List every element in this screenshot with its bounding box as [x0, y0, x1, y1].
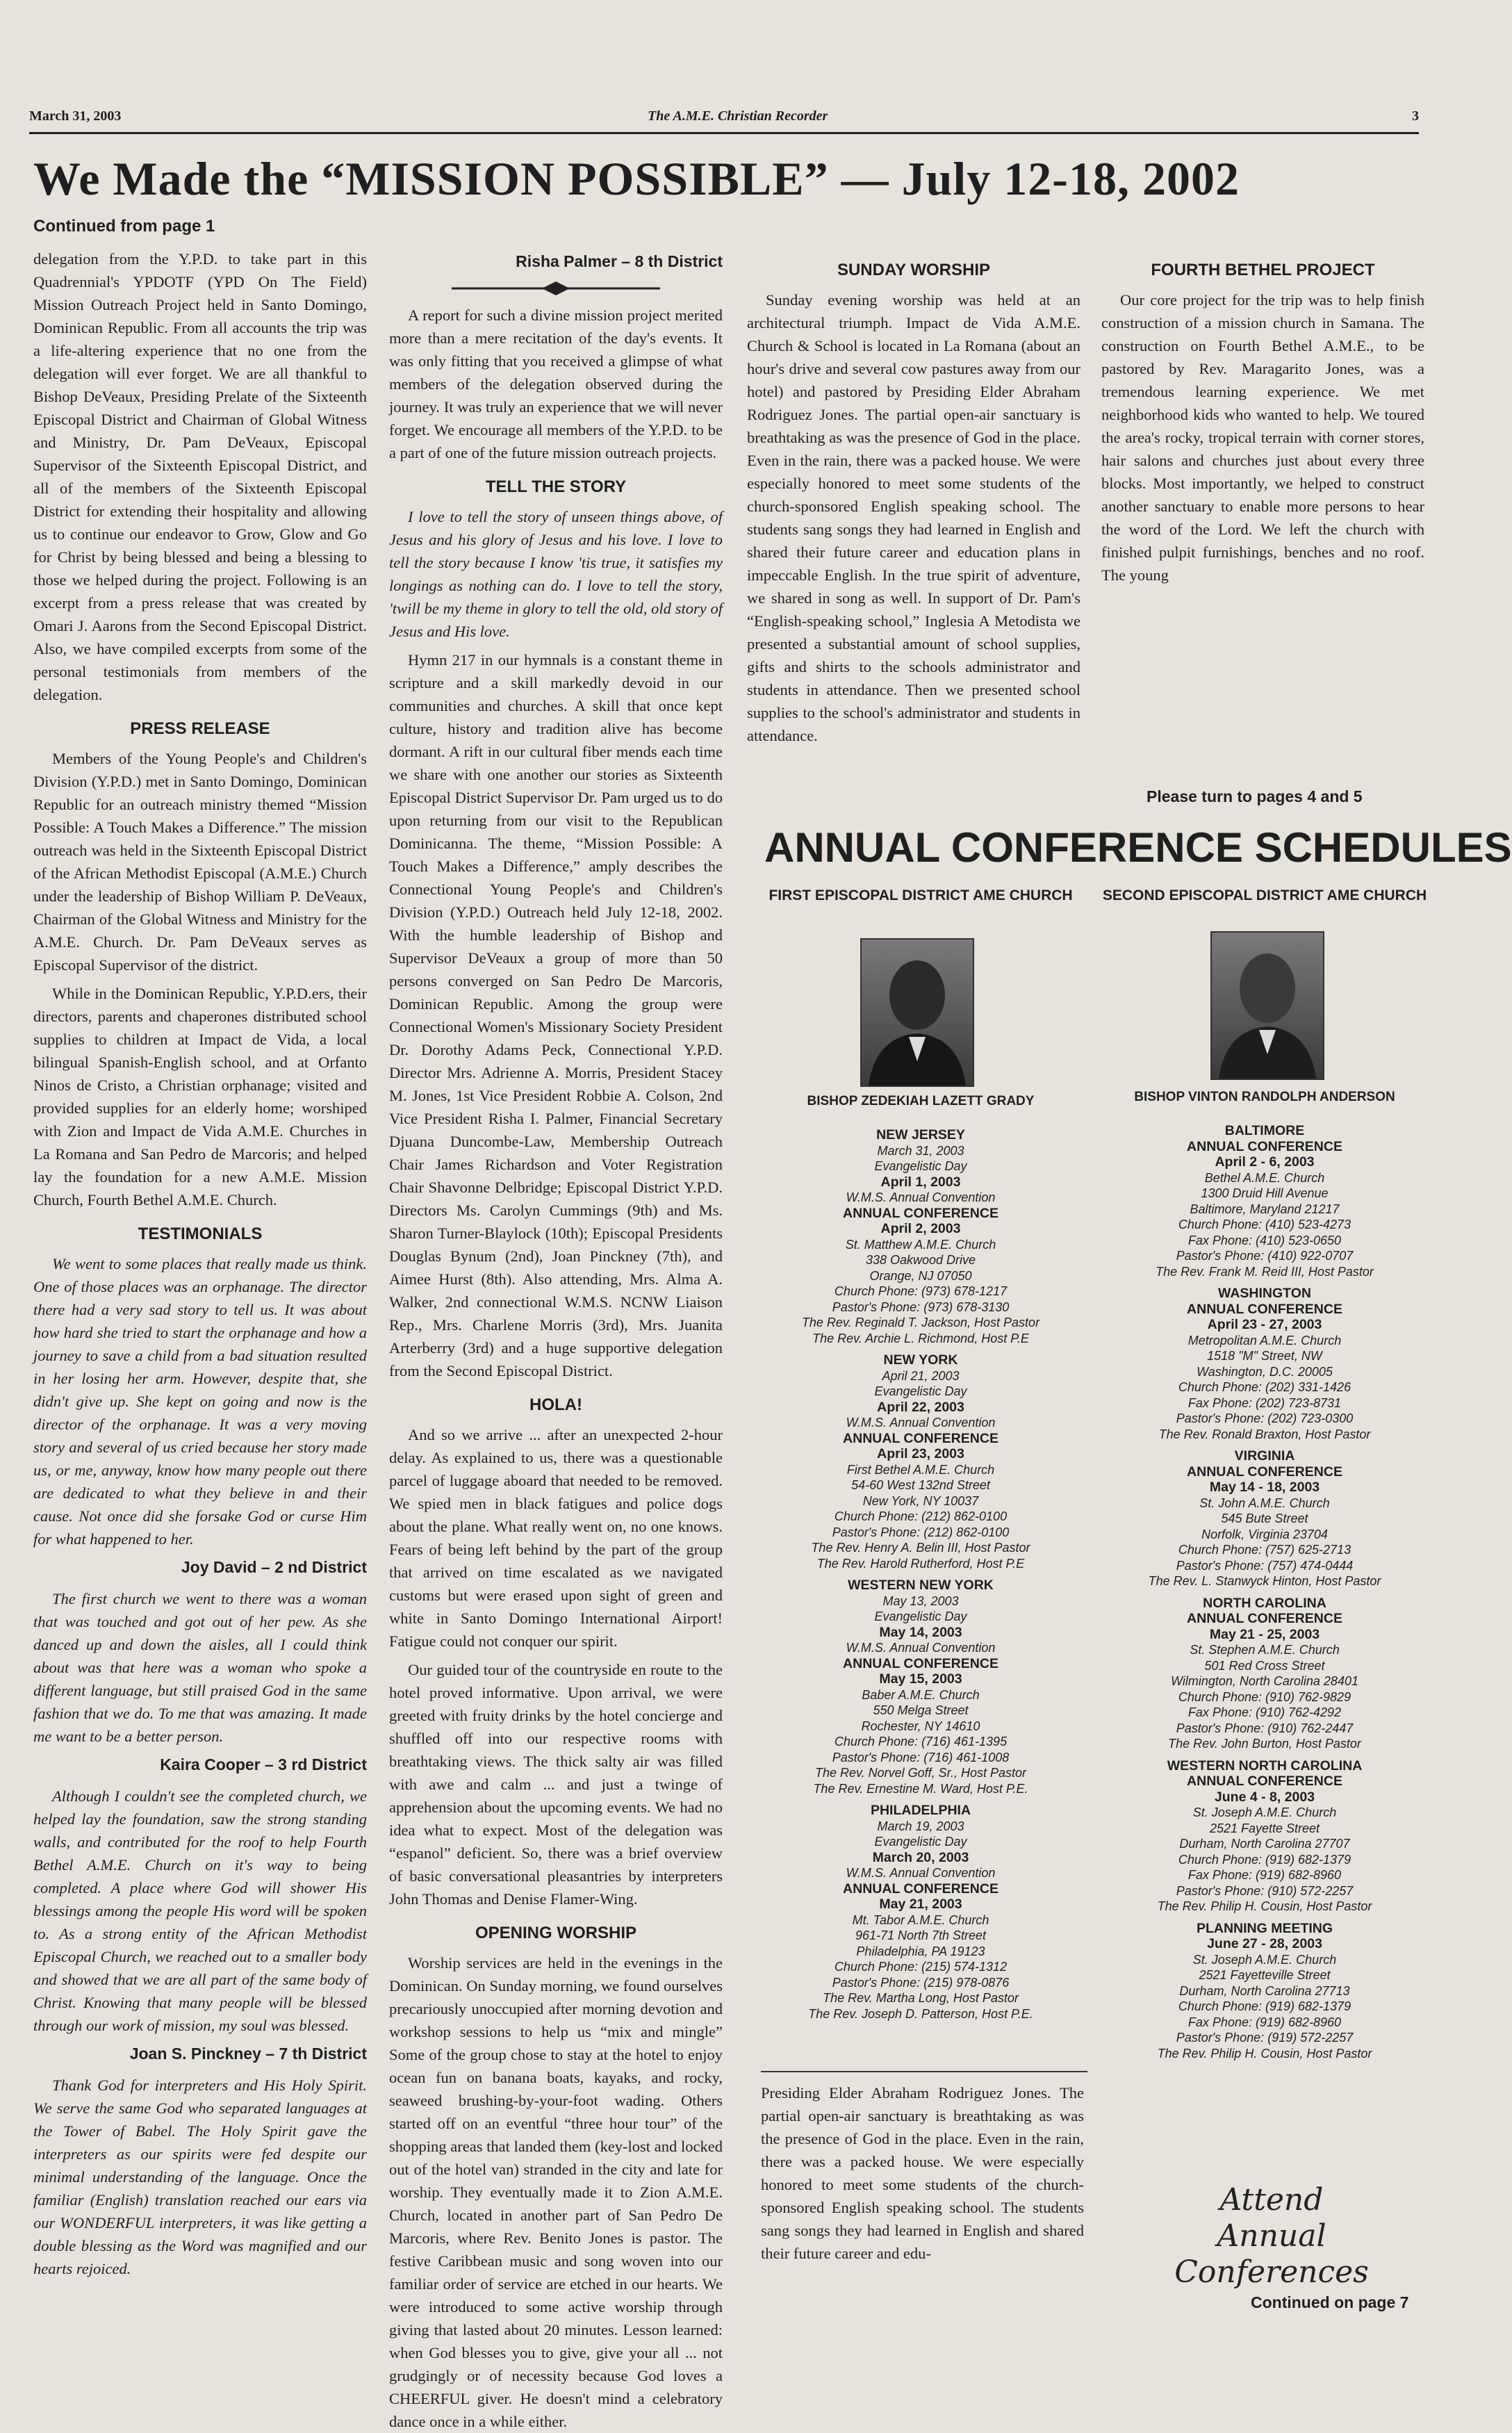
sunday-worship-continued: Presiding Elder Abraham Rodriguez Jones. The partial open-air sanctuary is breathtaking as was the presence of God in the place. Even in the rain, there was a packed house. We were especially honored to meet some students of the church-sponsored English speaking school. The students sang songs they had learned in English and shared their future career and edu- [761, 2084, 1084, 2262]
schedule-heading: ANNUAL CONFERENCE [843, 1205, 999, 1221]
schedule-line: 501 Red Cross Street [1204, 1658, 1325, 1673]
schedule-heading: PLANNING MEETING [1196, 1920, 1333, 1936]
schedule-heading: WESTERN NORTH CAROLINA [1167, 1758, 1363, 1773]
schedule-heading: April 1, 2003 [880, 1174, 961, 1190]
schedule-heading: May 21, 2003 [879, 1897, 962, 1912]
schedule-line: St. Matthew A.M.E. Church [845, 1237, 996, 1252]
continued-from: Continued from page 1 [33, 217, 215, 236]
schedule-heading: April 2 - 6, 2003 [1215, 1154, 1315, 1170]
schedule-line: Pastor's Phone: (716) 461-1008 [832, 1750, 1010, 1764]
schedule-line: W.M.S. Annual Convention [846, 1416, 996, 1430]
schedule-heading: VIRGINIA [1234, 1448, 1295, 1464]
schedule-gap [1098, 1752, 1431, 1758]
schedule-heading: NORTH CAROLINA [1203, 1595, 1326, 1611]
schedule-gap [754, 1571, 1087, 1578]
schedule-line: The Rev. Joseph D. Patterson, Host P.E. [808, 2006, 1033, 2021]
schedule-line: Fax Phone: (202) 723-8731 [1188, 1395, 1342, 1410]
schedule-line: The Rev. Norvel Goff, Sr., Host Pastor [814, 1766, 1027, 1780]
testimonial-text: The first church we went to there was a woman that was touched and got out of her pew. As she danced up and down the aisles, all I could think about was that here was a woman who spoke a different language, but still praised God in the same fashion that we do. To me that was amazing. It made me want to be a better person. [33, 1590, 367, 1745]
schedule-line: Pastor's Phone: (410) 922-0707 [1176, 1249, 1354, 1263]
schedule-line: The Rev. Archie L. Richmond, Host P.E [812, 1331, 1029, 1345]
attend-text: Attend [1219, 2182, 1324, 2218]
hymn-quote: I love to tell the story of unseen things above, of Jesus and his glory of Jesus and his love. I love to tell the story because I know 'tis true, it satisfies my longings as nothing can do. I love to tell the story, 'twill be my theme in glory to tell the old, old story of Jesus and His love. [389, 508, 723, 640]
press-release-paragraph: While in the Dominican Republic, Y.P.D.ers, their directors, parents and chaperones distributed school supplies to children at Impact de Vida, a local bilingual Spanish-English school, and at Orfanto Ninos de Cristo, a Christian orphanage; visited and provided supplies for an elderly home; worshiped with Zion and Impact de Vida A.M.E. Churches in La Romana and San Pedro de Marcoris; and helped lay the foundation for a new A.M.E. Mission Church, Fourth Bethel A.M.E. Church. [33, 985, 367, 1209]
schedule-line: The Rev. John Burton, Host Pastor [1168, 1737, 1361, 1751]
article-column-4 [1101, 247, 1424, 812]
schedule-line: May 13, 2003 [882, 1594, 959, 1608]
page-number: 3 [1412, 108, 1419, 124]
schedule-heading: ANNUAL CONFERENCE [1187, 1773, 1342, 1789]
schedule-line: Church Phone: (202) 331-1426 [1178, 1380, 1351, 1394]
schedule-line: Evangelistic Day [874, 1159, 967, 1173]
schedule-line: Fax Phone: (919) 682-8960 [1188, 1868, 1342, 1882]
schedule-line: Durham, North Carolina 27713 [1179, 1983, 1350, 1998]
schedule-heading: June 4 - 8, 2003 [1214, 1789, 1315, 1805]
schedule-line: The Rev. Frank M. Reid III, Host Pastor [1156, 1264, 1374, 1279]
testimonial-text: Although I couldn't see the completed church, we helped lay the foundation, saw the strong standing walls, and contributed for the roof to help Fourth Bethel A.M.E. Church on it's way to being completed. A place where God will shower His blessings among the people His word will be spoken to. As a strong entity of the African Methodist Episcopal Church, we reached out to a smaller body and showed that we are all part of the same body of Christ. Knowing that many people will be blessed through our work of mission, my soul was blessed. [33, 1787, 367, 2034]
testimonials-heading: TESTIMONIALS [138, 1224, 263, 1243]
schedule-heading: WESTERN NEW YORK [848, 1578, 994, 1593]
schedule-line: Fax Phone: (919) 682-8960 [1188, 2015, 1342, 2029]
first-district-bishop: BISHOP ZEDEKIAH LAZETT GRADY [807, 1094, 1035, 1108]
schedule-line: 338 Oakwood Drive [865, 1253, 976, 1267]
schedule-line: Evangelistic Day [874, 1609, 967, 1623]
schedule-line: W.M.S. Annual Convention [846, 1641, 996, 1655]
schedule-line: St. Joseph A.M.E. Church [1192, 1952, 1337, 1967]
report-paragraph: A report for such a divine mission project merited more than a mere recitation of the day's events. It was only fitting that you received a glimpse of what members of the delegation observed during the journey. It was truly an experience that we will never forget. We encourage all members of the Y.P.D. to be a part of one of the future mission outreach projects. [389, 306, 723, 461]
schedule-line: Pastor's Phone: (910) 762-2447 [1176, 1721, 1354, 1735]
schedule-line: 2521 Fayetteville Street [1199, 1968, 1331, 1982]
testimonial-text: Thank God for interpreters and His Holy Spirit. We serve the same God who separated languages at the Tower of Babel. The Holy Spirit gave the interpreters as our spirits were fed despite our minimal understanding of the language. Once the familiar (English) translation reached our ears via our WONDERFUL interpreters, it was like getting a double blessing as the Word was magnified and our hearts rejoiced. [33, 2076, 367, 2277]
schedule-heading: NEW YORK [883, 1352, 958, 1368]
schedule-line: The Rev. Philip H. Cousin, Host Pastor [1157, 1899, 1372, 1913]
schedules-title: ANNUAL CONFERENCE SCHEDULES [764, 824, 1512, 871]
schedule-line: The Rev. Henry A. Belin III, Host Pastor [811, 1541, 1030, 1555]
fourth-bethel-heading: FOURTH BETHEL PROJECT [1151, 261, 1375, 279]
sunday-worship-heading: SUNDAY WORSHIP [837, 261, 991, 279]
schedule-heading: May 14 - 18, 2003 [1209, 1480, 1320, 1495]
testimonial-text: We went to some places that really made us think. One of those places was an orphanage. The director there had a very sad story to tell us. It was about how hard she tried to start the orphanage and how a journey to save a child from a bad situation resulted in her losing her arm. However, despite that, she didn't give up. She kept on going and now is the director of the orphanage. It was a very moving story and several of us cried because her story made us, or me, anyway, know how many people out there are dedicated to what they believe in and their cause. Not once did she forsake God or curse Him for what happened to her. [33, 1255, 367, 1548]
schedule-line: 54-60 West 132nd Street [851, 1478, 990, 1492]
issue-date: March 31, 2003 [29, 108, 122, 124]
schedule-heading: BALTIMORE [1224, 1123, 1305, 1138]
schedule-heading: ANNUAL CONFERENCE [843, 1881, 999, 1897]
schedule-heading: WASHINGTON [1218, 1286, 1311, 1301]
sunday-worship-paragraph: Sunday evening worship was held at an architectural triumph. Impact de Vida A.M.E. Church & School is located in La Romana (about an hour's drive and several cow pastures away from our hotel) and pastored by Presiding Elder Abraham Rodriguez Jones. The partial open-air sanctuary is breathtaking as was the presence of God in the place. Even in the rain, there was a packed house. We were especially honored to meet some students of the church-sponsored English speaking school. The students sang songs they had learned in English and shared their future career and education plans in impeccable English. In the true spirit of adventure, we shared in song as well. In support of Dr. Pam's “English-speaking school,” Inglesia A Metodista we presented a substantial amount of school supplies, gifts and shirts to the schools administrator and students in attendance. Then we presented school supplies to the school's administrator and students in attendance. [747, 291, 1080, 744]
schedule-line: The Rev. Harold Rutherford, Host P.E [816, 1556, 1025, 1571]
schedule-line: Mt. Tabor A.M.E. Church [852, 1912, 989, 1927]
schedule-heading: May 14, 2003 [879, 1624, 962, 1640]
schedule-line: Fax Phone: (410) 523-0650 [1188, 1233, 1342, 1247]
attend-conferences-logo [1119, 2182, 1424, 2291]
schedule-line: Church Phone: (757) 625-2713 [1178, 1543, 1351, 1557]
schedule-line: Church Phone: (410) 523-4273 [1178, 1218, 1351, 1231]
opening-worship-heading: OPENING WORSHIP [475, 1924, 637, 1942]
schedule-line: First Bethel A.M.E. Church [846, 1462, 995, 1477]
testimonial-signature: Kaira Cooper – 3 rd District [160, 1755, 367, 1773]
schedule-line: St. Stephen A.M.E. Church [1190, 1643, 1340, 1657]
schedule-line: 1300 Druid Hill Avenue [1201, 1186, 1329, 1200]
portrait-icon [862, 940, 973, 1086]
schedule-line: Wilmington, North Carolina 28401 [1171, 1674, 1358, 1688]
schedule-gap [1098, 1442, 1431, 1448]
tell-the-story-heading: TELL THE STORY [485, 477, 627, 496]
page-header [29, 104, 1419, 134]
schedule-line: 2521 Fayette Street [1209, 1821, 1320, 1835]
schedule-line: Pastor's Phone: (215) 978-0876 [832, 1975, 1010, 1990]
schedule-line: Church Phone: (215) 574-1312 [834, 1960, 1008, 1974]
schedule-line: The Rev. Ronald Braxton, Host Pastor [1158, 1427, 1371, 1441]
article-column-2 [389, 247, 723, 2430]
tell-the-story-paragraph: Hymn 217 in our hymnals is a constant theme in scripture and a skill markedly devoid in our communities and churches. A skill that once kept culture, history and tradition alive has become dormant. A rift in our cultural fiber mends each time we share with one another our stories as Sixteenth Episcopal District Supervisor Dr. Pam urged us to do upon returning from our visit to the Republican Dominicanna. The theme, “Mission Possible: A Touch Makes a Difference,” amply describes the Connectional Young People's and Children's Division (Y.P.D.) Outreach held July 12-18, 2002. With the humble leadership of Bishop and Supervisor DeVeaux a group of more than 50 persons converged on San Pedro De Marcoris, Dominican Republic. Among the group were Connectional Women's Missionary Society President Dr. Dorothy Adams Peck, Connectional Y.P.D. Director Mrs. Adrienne A. Morris, President Stacey M. Jones, 1st Vice President Robbie A. Colson, 2nd Vice President Risha I. Palmer, Financial Secretary Djuana Duncombe-Law, Membership Outreach Chair James Richardson and Voter Registration Chair Shavonne Delbridge; Episcopal District Y.P.D. Directors Ms. Carolyn Cummings (9th) and Ms. Sharon Turner-Blaylock (10th); Episcopal Presidents Douglas Bynum (2nd), Joan Pinckney (7th), and Aimee Hurst (8th). Also attending, Mrs. Alma A. Walker, 2nd connectional W.M.S. NCNW Liaison Rep., Mrs. Charlene Morris (3rd), Mrs. Juanita Arterberry (3rd) and a huge supportive delegation from the Second Episcopal District. [389, 651, 723, 1379]
intro-paragraph: delegation from the Y.P.D. to take part in this Quadrennial's YPDOTF (YPD On The Field) Mission Outreach Project held in Santo Domingo, Dominican Republic. From all accounts the trip was a life-altering experience that no one from the delegation will ever forget. We are all thankful to Bishop DeVeaux, Presiding Prelate of the Sixteenth Episcopal District and Chairman of Global Witness and Ministry, Dr. Pam DeVeaux, Episcopal Supervisor of the Sixteenth Episcopal District, and all of the members of the Sixteenth Episcopal District for extending their hospitality and allowing us to continue our endeavor to Grow, Glow and Go for Christ by being blessed and being a blessing to those we helped during the project. Following is an excerpt from a press release that was created by Omari J. Aarons from the Second Episcopal District. Also, we have compiled excerpts from some of the personal testimonials from members of the delegation. [33, 250, 367, 703]
article-column-3-bottom [761, 2081, 1084, 2328]
schedule-line: New York, NY 10037 [862, 1493, 979, 1508]
continued-on: Continued on page 7 [1251, 2293, 1409, 2311]
schedule-line: Church Phone: (919) 682-1379 [1178, 1999, 1351, 2013]
schedule-line: March 31, 2003 [877, 1143, 964, 1158]
schedule-heading: April 22, 2003 [877, 1399, 964, 1415]
schedule-line: Pastor's Phone: (202) 723-0300 [1176, 1411, 1354, 1425]
schedule-line: Fax Phone: (910) 762-4292 [1188, 1705, 1342, 1719]
schedule-line: The Rev. Martha Long, Host Pastor [823, 1991, 1019, 2005]
schedule-gap [754, 1796, 1087, 1803]
schedule-heading: May 15, 2003 [879, 1671, 962, 1687]
portrait-icon [1212, 933, 1323, 1079]
schedule-heading: ANNUAL CONFERENCE [1187, 1301, 1342, 1317]
schedule-line: St. Joseph A.M.E. Church [1192, 1805, 1337, 1819]
schedule-gap [1098, 1915, 1431, 1921]
press-release-paragraph: Members of the Young People's and Children's Division (Y.P.D.) met in Santo Domingo, Dominican Republic for an outreach ministry themed “Mission Possible: A Touch Makes a Difference.” The mission outreach was held in the Sixteenth Episcopal District of the African Methodist Episcopal (A.M.E.) Church under the leadership of Bishop William P. DeVeaux, Chairman of the Global Witness and Ministry for the A.M.E. Church. Dr. Pam DeVeaux serves as Episcopal Supervisor of the district. [33, 750, 367, 974]
schedule-line: W.M.S. Annual Convention [846, 1866, 996, 1880]
schedule-line: The Rev. L. Stanwyck Hinton, Host Pastor [1148, 1574, 1381, 1588]
schedule-line: Church Phone: (910) 762-9829 [1178, 1689, 1351, 1704]
schedule-heading: April 23, 2003 [877, 1446, 964, 1461]
second-district-schedule [1098, 1123, 1431, 2138]
schedule-line: Philadelphia, PA 19123 [856, 1944, 985, 1958]
schedule-gap [1098, 1589, 1431, 1596]
schedule-line: Church Phone: (716) 461-1395 [834, 1735, 1008, 1748]
schedule-heading: ANNUAL CONFERENCE [843, 1430, 999, 1446]
divider-ornament-icon [452, 281, 660, 295]
testimonial-signature: Risha Palmer – 8 th District [516, 252, 723, 270]
schedule-heading: April 2, 2003 [880, 1221, 961, 1236]
schedule-line: Church Phone: (212) 862-0100 [834, 1509, 1008, 1523]
bishop-grady-photo [860, 938, 974, 1087]
schedule-line: Pastor's Phone: (212) 862-0100 [832, 1525, 1010, 1539]
schedule-heading: March 20, 2003 [872, 1849, 969, 1865]
schedule-line: Baltimore, Maryland 21217 [1190, 1202, 1340, 1216]
testimonial-signature: Joy David – 2 nd District [181, 1558, 367, 1576]
schedule-line: Rochester, NY 14610 [861, 1719, 980, 1733]
schedule-line: Pastor's Phone: (910) 572-2257 [1176, 1883, 1354, 1898]
schedule-heading: ANNUAL CONFERENCE [1187, 1138, 1342, 1154]
hola-paragraph: Our guided tour of the countryside en route to the hotel proved informative. Upon arrival, we were greeted with fruity drinks by the hotel concierge and shuffled off into our respective rooms with breathtaking views. The thick salty air was filled with awe and calm ... and just a twinge of apprehension about the upcoming events. We had no idea what to expect. Most of the delegation was “espanol” deficient. So, there was a brief overview of basic conversational pleasantries by interpreters John Thomas and Denise Flamer-Wing. [389, 1661, 723, 1908]
schedule-line: Orange, NJ 07050 [869, 1268, 972, 1283]
schedule-line: Evangelistic Day [874, 1384, 967, 1398]
schedule-heading: ANNUAL CONFERENCE [843, 1655, 999, 1671]
schedule-line: Metropolitan A.M.E. Church [1188, 1333, 1342, 1347]
fourth-bethel-paragraph: Our core project for the trip was to help finish construction of a mission church in Samana. The construction on Fourth Bethel A.M.E., to be pastored by Rev. Maragarito Jones, was a tremendous learning experience. We met neighborhood kids who wanted to help. We toured the area's rocky, tropical terrain with corner stores, hair salons and churches just about every three blocks. Most importantly, we helped to construct another sanctuary to enable more persons to hear the word of the Lord. We left the church with finished pulpit furnishings, benches and no roof. The young [1101, 291, 1424, 584]
schedule-line: Pastor's Phone: (757) 474-0444 [1176, 1558, 1354, 1573]
schedule-heading: May 21 - 25, 2003 [1209, 1626, 1320, 1642]
schedule-line: Baber A.M.E. Church [862, 1687, 980, 1702]
annual-conferences-text: Annual Conferences [1174, 2218, 1369, 2290]
press-release-heading: PRESS RELEASE [130, 719, 270, 738]
schedule-line: Norfolk, Virginia 23704 [1201, 1527, 1328, 1541]
schedule-line: St. John A.M.E. Church [1199, 1496, 1330, 1510]
schedule-line: Church Phone: (973) 678-1217 [834, 1284, 1008, 1298]
schedule-heading: June 27 - 28, 2003 [1207, 1936, 1322, 1951]
schedule-line: 961-71 North 7th Street [855, 1928, 987, 1942]
schedule-line: The Rev. Philip H. Cousin, Host Pastor [1157, 2046, 1372, 2061]
schedule-gap [1098, 1279, 1431, 1286]
second-district-bishop: BISHOP VINTON RANDOLPH ANDERSON [1134, 1090, 1395, 1104]
schedule-heading: ANNUAL CONFERENCE [1187, 1611, 1342, 1626]
schedule-line: Pastor's Phone: (919) 572-2257 [1176, 2031, 1354, 2045]
schedule-line: The Rev. Ernestine M. Ward, Host P.E. [813, 1781, 1028, 1796]
schedule-line: April 21, 2003 [882, 1368, 960, 1383]
schedule-line: 550 Melga Street [873, 1703, 969, 1717]
schedule-line: March 19, 2003 [877, 1819, 964, 1833]
schedule-line: 545 Bute Street [1221, 1512, 1308, 1525]
schedule-heading: NEW JERSEY [876, 1127, 965, 1142]
schedule-heading: PHILADELPHIA [870, 1803, 971, 1818]
article-column-1 [33, 247, 367, 2325]
schedule-line: Church Phone: (919) 682-1379 [1178, 1852, 1351, 1867]
testimonial-signature: Joan S. Pinckney – 7 th District [129, 2045, 367, 2063]
newspaper-name: The A.M.E. Christian Recorder [648, 108, 828, 124]
schedule-line: 1518 "M" Street, NW [1207, 1349, 1322, 1363]
first-district-title: FIRST EPISCOPAL DISTRICT AME CHURCH [769, 887, 1073, 903]
schedule-line: Pastor's Phone: (973) 678-3130 [832, 1300, 1010, 1314]
column-divider [761, 2071, 1087, 2072]
schedule-line: Evangelistic Day [874, 1835, 967, 1849]
schedule-heading: ANNUAL CONFERENCE [1187, 1464, 1342, 1480]
first-district-schedule [754, 1127, 1087, 2058]
schedule-line: Washington, D.C. 20005 [1197, 1364, 1333, 1379]
schedule-line: Durham, North Carolina 27707 [1179, 1837, 1350, 1851]
schedule-heading: April 23 - 27, 2003 [1207, 1317, 1322, 1332]
please-turn-note: Please turn to pages 4 and 5 [1147, 787, 1363, 805]
bishop-anderson-photo [1210, 931, 1324, 1080]
schedule-line: W.M.S. Annual Convention [846, 1190, 996, 1204]
opening-worship-paragraph: Worship services are held in the evenings in the Dominican. On Sunday morning, we found ourselves precariously unoccupied after morning devotion and workshop sessions to help us “mix and mingle” Some of the group chose to stay at the hotel to enjoy ocean fun on banana boats, kayaks, and rocky, seaweed brushing-by-your-foot wading. Others started off on an eventful “three hour tour” of the shopping areas that landed them (key-lost and locked out of the hotel van) stranded in the city and late for worship. They eventually made it to Zion A.M.E. Church, located in another part of San Pedro De Marcoris, where Rev. Benito Jones is pastor. The festive Caribbean music and song woven into our familiar order of service are etched in our hearts. We were introduced to some active worship through giving that lasted about 20 minutes. Lesson learned: when God blesses you to give, give your all ... not grudgingly or of necessity because God loves a CHEERFUL giver. He doesn't mind a celebratory dance once in a while either. [389, 1954, 723, 2430]
schedule-line: The Rev. Reginald T. Jackson, Host Pastor [801, 1316, 1040, 1329]
article-column-3 [747, 247, 1080, 812]
schedule-gap [754, 1346, 1087, 1352]
hola-paragraph: And so we arrive ... after an unexpected 2-hour delay. As explained to us, there was a questionable parcel of luggage aboard that needed to be removed. We spied men in black fatigues and police dogs about the plane. What really went on, no one knows. Fears of being left behind by the part of the group that arrived on time escalated as we navigated customs but were erased upon sight of green and white in Santo Domingo International Airport! Fatigue could not conquer our spirit. [389, 1426, 723, 1650]
schedule-line: Bethel A.M.E. Church [1204, 1170, 1325, 1185]
article-headline: We Made the “MISSION POSSIBLE” — July 12-18, 2002 [33, 152, 1240, 205]
second-district-title: SECOND EPISCOPAL DISTRICT AME CHURCH [1102, 887, 1427, 903]
hola-heading: HOLA! [529, 1395, 582, 1414]
